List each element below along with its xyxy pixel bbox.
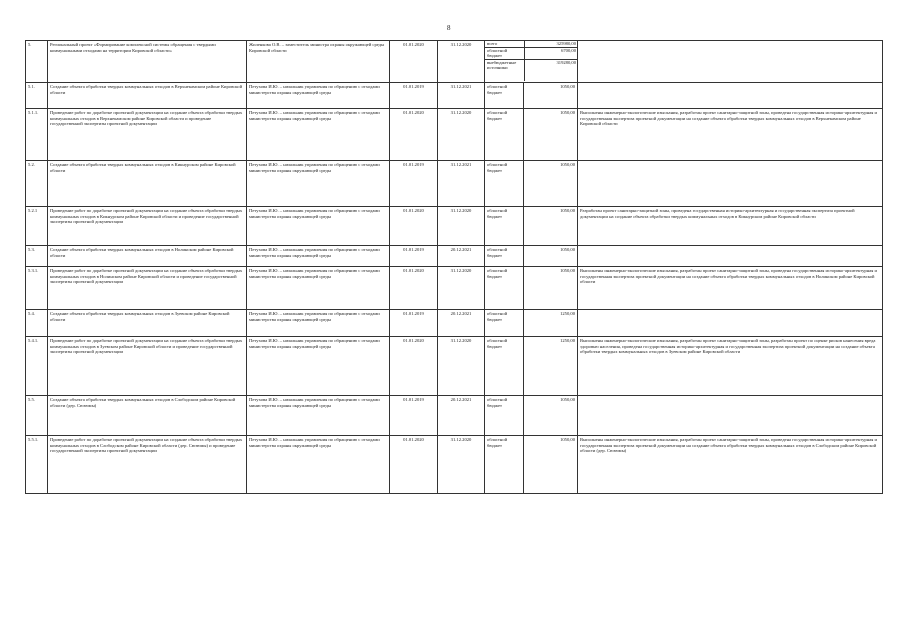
row-funding-source: областной бюджет: [485, 161, 524, 207]
table-row: [26, 396, 883, 436]
row-result: Выполнены инженерно-экологические изыскания, разработан проект санитарно-защитной зоны, проведена государственная историко-архитектурная и государственная экспертиза проектной документации на создание объекта обработки твердых коммунальных отходов в Верхнекамском районе Кировской области: [578, 109, 883, 161]
row-name: Проведение работ по доработке проектной документации на создание объекта обработки твердых коммунальных отходов в Кикнурском районе Кировской области и проведение государственной экспертизы проектной документации: [48, 207, 247, 246]
table-row: [26, 267, 883, 310]
row-executor: Жиленкова О.В. – заместитель министра охраны окружающей среды Кировской области: [247, 41, 390, 83]
finance-cell: [485, 41, 578, 83]
row-amount: 1250,00: [524, 337, 578, 396]
finance-amount: 325980,00: [524, 41, 578, 47]
row-amount: 1050,00: [524, 267, 578, 310]
row-executor: Петухова И.Ю. – начальник управления по обращению с отходами министерства охраны окружающей среды: [247, 109, 390, 161]
row-name: Проведение работ по доработке проектной документации на создание объекта обработки твердых коммунальных отходов в Нолинском районе Кировской области и проведение государственной экспертизы проектной документации: [48, 267, 247, 310]
row-executor: Петухова И.Ю. – начальник управления по обращению с отходами министерства охраны окружающей среды: [247, 436, 390, 494]
finance-source: внебюджетные источники: [487, 59, 517, 71]
row-end-date: 31.12.2020: [438, 207, 485, 246]
row-name: Проведение работ по доработке проектной документации на создание объекта обработки твердых коммунальных отходов в Верхнекамском районе Кировской области и проведение государственной экспертизы проектной документации: [48, 109, 247, 161]
finance-amount: 6700,00: [524, 47, 578, 59]
finance-amount: 319280,00: [524, 59, 578, 81]
finance-breakdown: [485, 41, 578, 81]
row-funding-source: областной бюджет: [485, 310, 524, 337]
table-row: [26, 310, 883, 337]
row-start-date: 01.01.2019: [390, 396, 438, 436]
row-funding-source: областной бюджет: [485, 396, 524, 436]
row-name: Региональный проект «Формирование комплексной системы обращения с твердыми коммунальными отходами на территории Кировской области»: [48, 41, 247, 83]
table-row: [26, 246, 883, 267]
row-number: 5.4.: [26, 310, 48, 337]
row-number: 5.2.: [26, 161, 48, 207]
row-number: 5.1.1.: [26, 109, 48, 161]
table-row: [26, 337, 883, 396]
row-executor: Петухова И.Ю. – начальник управления по обращению с отходами министерства охраны окружающей среды: [247, 161, 390, 207]
table-row: [26, 109, 883, 161]
row-result: Выполнены инженерно-экологические изыскания, разработан проект санитарно-защитной зоны, разработан проект по оценке рисков нанесения вреда здоровью населения, проведена государственная историко-архитектурная и государственная экспертиза проектной документации на создание объекта обработки твердых коммунальных отходов в Зуевском районе Кировской области: [578, 337, 883, 396]
row-number: 5.: [26, 41, 48, 83]
row-name: Создание объекта обработки твердых коммунальных отходов в Нолинском районе Кировской области: [48, 246, 247, 267]
row-start-date: 01.01.2019: [390, 246, 438, 267]
finance-source: областной бюджет: [485, 47, 524, 59]
row-end-date: 31.12.2020: [438, 109, 485, 161]
row-name: Создание объекта обработки твердых коммунальных отходов в Кикнурском районе Кировской области: [48, 161, 247, 207]
row-start-date: 01.01.2020: [390, 207, 438, 246]
row-amount: 1050,00: [524, 109, 578, 161]
row-start-date: 01.01.2020: [390, 267, 438, 310]
row-amount: 1050,00: [524, 161, 578, 207]
row-funding-source: областной бюджет: [485, 109, 524, 161]
row-amount: 1050,00: [524, 83, 578, 109]
table-row: [26, 161, 883, 207]
row-funding-source: областной бюджет: [485, 83, 524, 109]
row-end-date: 20.12.2021: [438, 310, 485, 337]
row-result: Разработан проект санитарно-защитной зоны, проведена государственная историко-архитектурная и государственная экспертиза проектной документации на создание объекта обработки твердых коммунальных отходов в Кикнурском районе Кировской области: [578, 207, 883, 246]
table-row: [26, 83, 883, 109]
row-start-date: 01.01.2020: [390, 109, 438, 161]
row-end-date: 31.12.2020: [438, 337, 485, 396]
row-end-date: 31.12.2020: [438, 41, 485, 83]
table-row: [26, 436, 883, 494]
row-amount: 1250,00: [524, 310, 578, 337]
row-funding-source: областной бюджет: [485, 246, 524, 267]
row-result: [578, 246, 883, 267]
row-name: Создание объекта обработки твердых коммунальных отходов в Слободском районе Кировской области (дер. Сюзюмы): [48, 396, 247, 436]
row-executor: Петухова И.Ю. – начальник управления по обращению с отходами министерства охраны окружающей среды: [247, 83, 390, 109]
page-number: 8: [447, 24, 451, 32]
row-amount: 1050,00: [524, 246, 578, 267]
row-name: Проведение работ по доработке проектной документации на создание объекта обработки твердых коммунальных отходов в Зуевском районе Кировской области и проведение государственной экспертизы проектной документации: [48, 337, 247, 396]
table-row: [26, 207, 883, 246]
row-end-date: 31.12.2020: [438, 436, 485, 494]
row-end-date: 31.12.2021: [438, 161, 485, 207]
row-number: 5.1.: [26, 83, 48, 109]
row-name: Проведение работ по доработке проектной документации на создание объекта обработки твердых коммунальных отходов в Слободском районе Кировской области (дер. Сюзюмы) и проведение государственной экспертизы проектной документации: [48, 436, 247, 494]
row-result: [578, 161, 883, 207]
row-funding-source: областной бюджет: [485, 436, 524, 494]
row-start-date: 01.01.2019: [390, 310, 438, 337]
row-number: 5.2.1: [26, 207, 48, 246]
row-start-date: 01.01.2019: [390, 83, 438, 109]
row-executor: Петухова И.Ю. – начальник управления по обращению с отходами министерства охраны окружающей среды: [247, 246, 390, 267]
row-number: 5.4.1.: [26, 337, 48, 396]
row-start-date: 01.01.2019: [390, 161, 438, 207]
row-amount: 1050,00: [524, 207, 578, 246]
row-number: 5.5.1.: [26, 436, 48, 494]
row-executor: Петухова И.Ю. – начальник управления по обращению с отходами министерства охраны окружающей среды: [247, 337, 390, 396]
row-funding-source: областной бюджет: [485, 337, 524, 396]
row-result: [578, 310, 883, 337]
row-result: [578, 41, 883, 83]
row-number: 5.5.: [26, 396, 48, 436]
row-start-date: 01.01.2020: [390, 436, 438, 494]
row-amount: 1050,00: [524, 436, 578, 494]
row-number: 5.3.1.: [26, 267, 48, 310]
finance-source: всего: [485, 41, 524, 47]
row-funding-source: областной бюджет: [485, 267, 524, 310]
row-executor: Петухова И.Ю. – начальник управления по обращению с отходами министерства охраны окружающей среды: [247, 310, 390, 337]
row-funding-source: областной бюджет: [485, 207, 524, 246]
row-result: Выполнены инженерно-экологические изыскания, разработан проект санитарно-защитной зоны, проведена государственная историко-архитектурная и государственная экспертиза проектной документации на создание объекта обработки твердых коммунальных отходов в Нолинском районе Кировской области: [578, 267, 883, 310]
table-row: [26, 41, 883, 83]
row-result: Выполнены инженерно-экологические изыскания, разработан проект санитарно-защитной зоны, проведена государственная историко-архитектурная и государственная экспертиза проектной документации на создание объекта обработки твердых коммунальных отходов в Слободском районе Кировской области (дер. Сюзюмы): [578, 436, 883, 494]
row-name: Создание объекта обработки твердых коммунальных отходов в Зуевском районе Кировской области: [48, 310, 247, 337]
row-number: 5.3.: [26, 246, 48, 267]
row-executor: Петухова И.Ю. – начальник управления по обращению с отходами министерства охраны окружающей среды: [247, 207, 390, 246]
row-result: [578, 396, 883, 436]
row-end-date: 20.12.2021: [438, 396, 485, 436]
row-amount: 1050,00: [524, 396, 578, 436]
row-start-date: 01.01.2020: [390, 41, 438, 83]
row-end-date: 20.12.2021: [438, 246, 485, 267]
row-end-date: 31.12.2020: [438, 267, 485, 310]
row-end-date: 31.12.2021: [438, 83, 485, 109]
row-executor: Петухова И.Ю. – начальник управления по обращению с отходами министерства охраны окружающей среды: [247, 267, 390, 310]
row-name: Создание объекта обработки твердых коммунальных отходов в Верхнекамском районе Кировской области: [48, 83, 247, 109]
row-start-date: 01.01.2020: [390, 337, 438, 396]
plan-table: [25, 40, 883, 494]
row-result: [578, 83, 883, 109]
row-executor: Петухова И.Ю. – начальник управления по обращению с отходами министерства охраны окружающей среды: [247, 396, 390, 436]
